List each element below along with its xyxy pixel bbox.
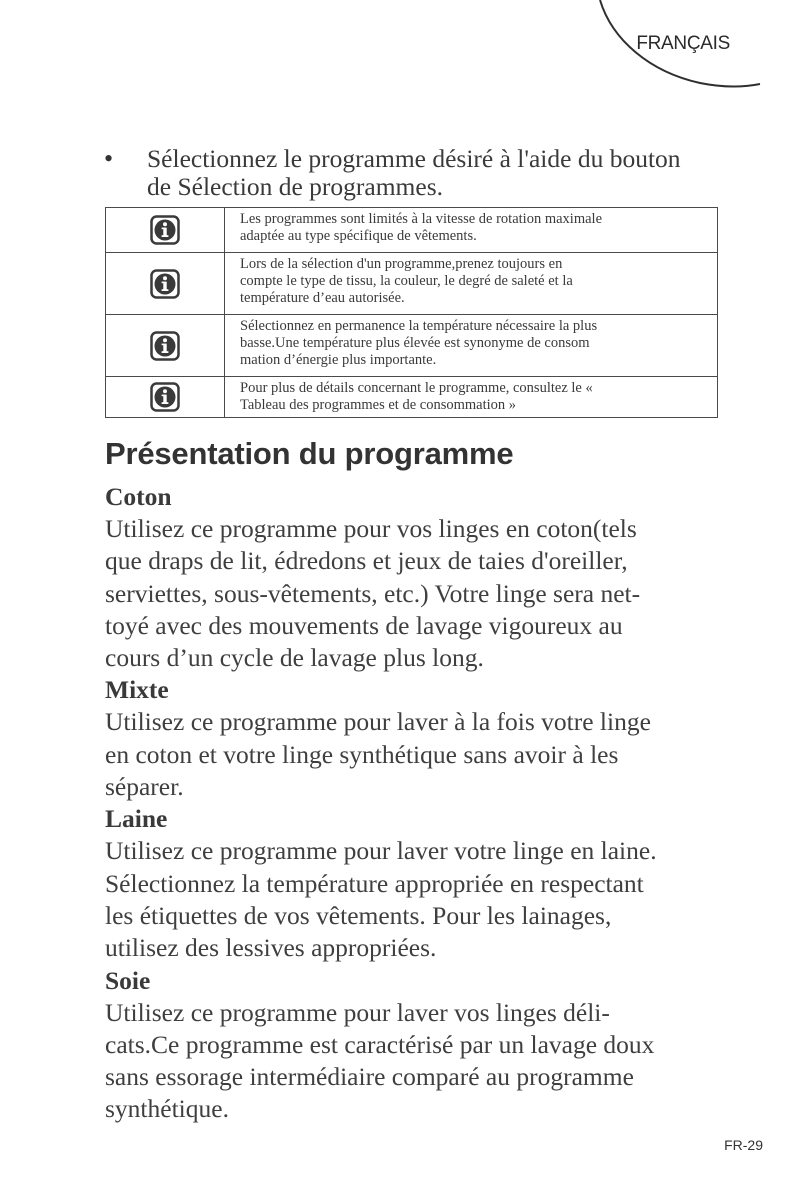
note-text-line: Tableau des programmes et de consommation » xyxy=(240,397,517,413)
instruction-bullet xyxy=(104,145,704,201)
note-text-line: Les programmes sont limités à la vitesse de rotation maximale xyxy=(240,211,603,227)
program-description-line: Utilisez ce programme pour laver votre linge en laine. xyxy=(105,836,657,866)
note-icon-cell xyxy=(106,315,225,377)
bullet-marker: • xyxy=(104,144,114,173)
note-text-line: Lors de la sélection d'un programme,prenez toujours en xyxy=(240,256,563,272)
note-text-line: compte le type de tissu, la couleur, le degré de saleté et la xyxy=(240,273,573,289)
note-row xyxy=(106,377,718,418)
program-description-line: Utilisez ce programme pour laver à la fois votre linge xyxy=(105,707,651,737)
info-icon xyxy=(150,215,180,245)
program-soie xyxy=(105,965,725,1126)
page-number: FR-29 xyxy=(724,1137,763,1153)
program-name: Coton xyxy=(105,482,172,511)
note-text-line: mation d’énergie plus importante. xyxy=(240,352,437,368)
section-title: Présentation du programme xyxy=(105,436,514,471)
note-text xyxy=(225,315,718,377)
program-description-line: Utilisez ce programme pour laver vos linges déli- xyxy=(105,997,610,1027)
info-icon xyxy=(150,331,180,361)
program-name: Laine xyxy=(105,804,168,834)
program-name: Soie xyxy=(105,965,151,995)
note-text-line: Sélectionnez en permanence la température nécessaire la plus xyxy=(240,318,598,334)
language-tab-curve xyxy=(0,0,794,110)
note-text-line: adaptée au type spécifique de vêtements. xyxy=(240,228,477,244)
program-description-line: serviettes, sous-vêtements, etc.) Votre linge sera net- xyxy=(105,578,641,608)
note-icon-cell xyxy=(106,253,225,315)
note-row xyxy=(106,253,718,315)
program-description-line: sans essorage intermédiaire comparé au programme xyxy=(105,1062,634,1092)
note-row xyxy=(106,315,718,377)
info-icon xyxy=(150,269,180,299)
program-description-line: en coton et votre linge synthétique sans avoir à les xyxy=(105,739,619,769)
note-icon-cell xyxy=(106,377,225,418)
notes-table xyxy=(105,207,718,418)
program-description-line: les étiquettes de vos vêtements. Pour les lainages, xyxy=(105,900,612,930)
language-label: FRANÇAIS xyxy=(636,33,730,54)
program-list xyxy=(105,481,725,1126)
program-description-line: cours d’un cycle de lavage plus long. xyxy=(105,643,484,673)
program-mixte xyxy=(105,674,725,803)
note-icon-cell xyxy=(106,208,225,253)
program-description-line: séparer. xyxy=(105,772,184,802)
program-description-line: Sélectionnez la température appropriée en respectant xyxy=(105,868,644,898)
program-description-line: utilisez des lessives appropriées. xyxy=(105,933,437,963)
note-text-line: Pour plus de détails concernant le programme, consultez le « xyxy=(240,380,593,396)
note-text xyxy=(225,253,718,315)
note-text xyxy=(225,377,718,418)
note-text-line: température d’eau autorisée. xyxy=(240,290,405,306)
note-text-line: basse.Une température plus élevée est synonyme de consom xyxy=(240,335,590,351)
program-name: Mixte xyxy=(105,675,169,705)
note-row xyxy=(106,208,718,253)
program-description-line: synthétique. xyxy=(105,1094,229,1124)
program-laine xyxy=(105,803,725,964)
program-coton xyxy=(105,481,725,674)
note-text xyxy=(225,208,718,253)
program-description-line: Utilisez ce programme pour vos linges en coton(tels xyxy=(105,514,637,543)
program-description-line: cats.Ce programme est caractérisé par un lavage doux xyxy=(105,1029,655,1059)
program-description-line: toyé avec des mouvements de lavage vigoureux au xyxy=(105,610,623,640)
info-icon xyxy=(150,382,180,412)
instruction-text: Sélectionnez le programme désiré à l'aide du bouton de Sélection de programmes. xyxy=(147,144,681,201)
program-description-line: que draps de lit, édredons et jeux de taies d'oreiller, xyxy=(105,546,628,576)
